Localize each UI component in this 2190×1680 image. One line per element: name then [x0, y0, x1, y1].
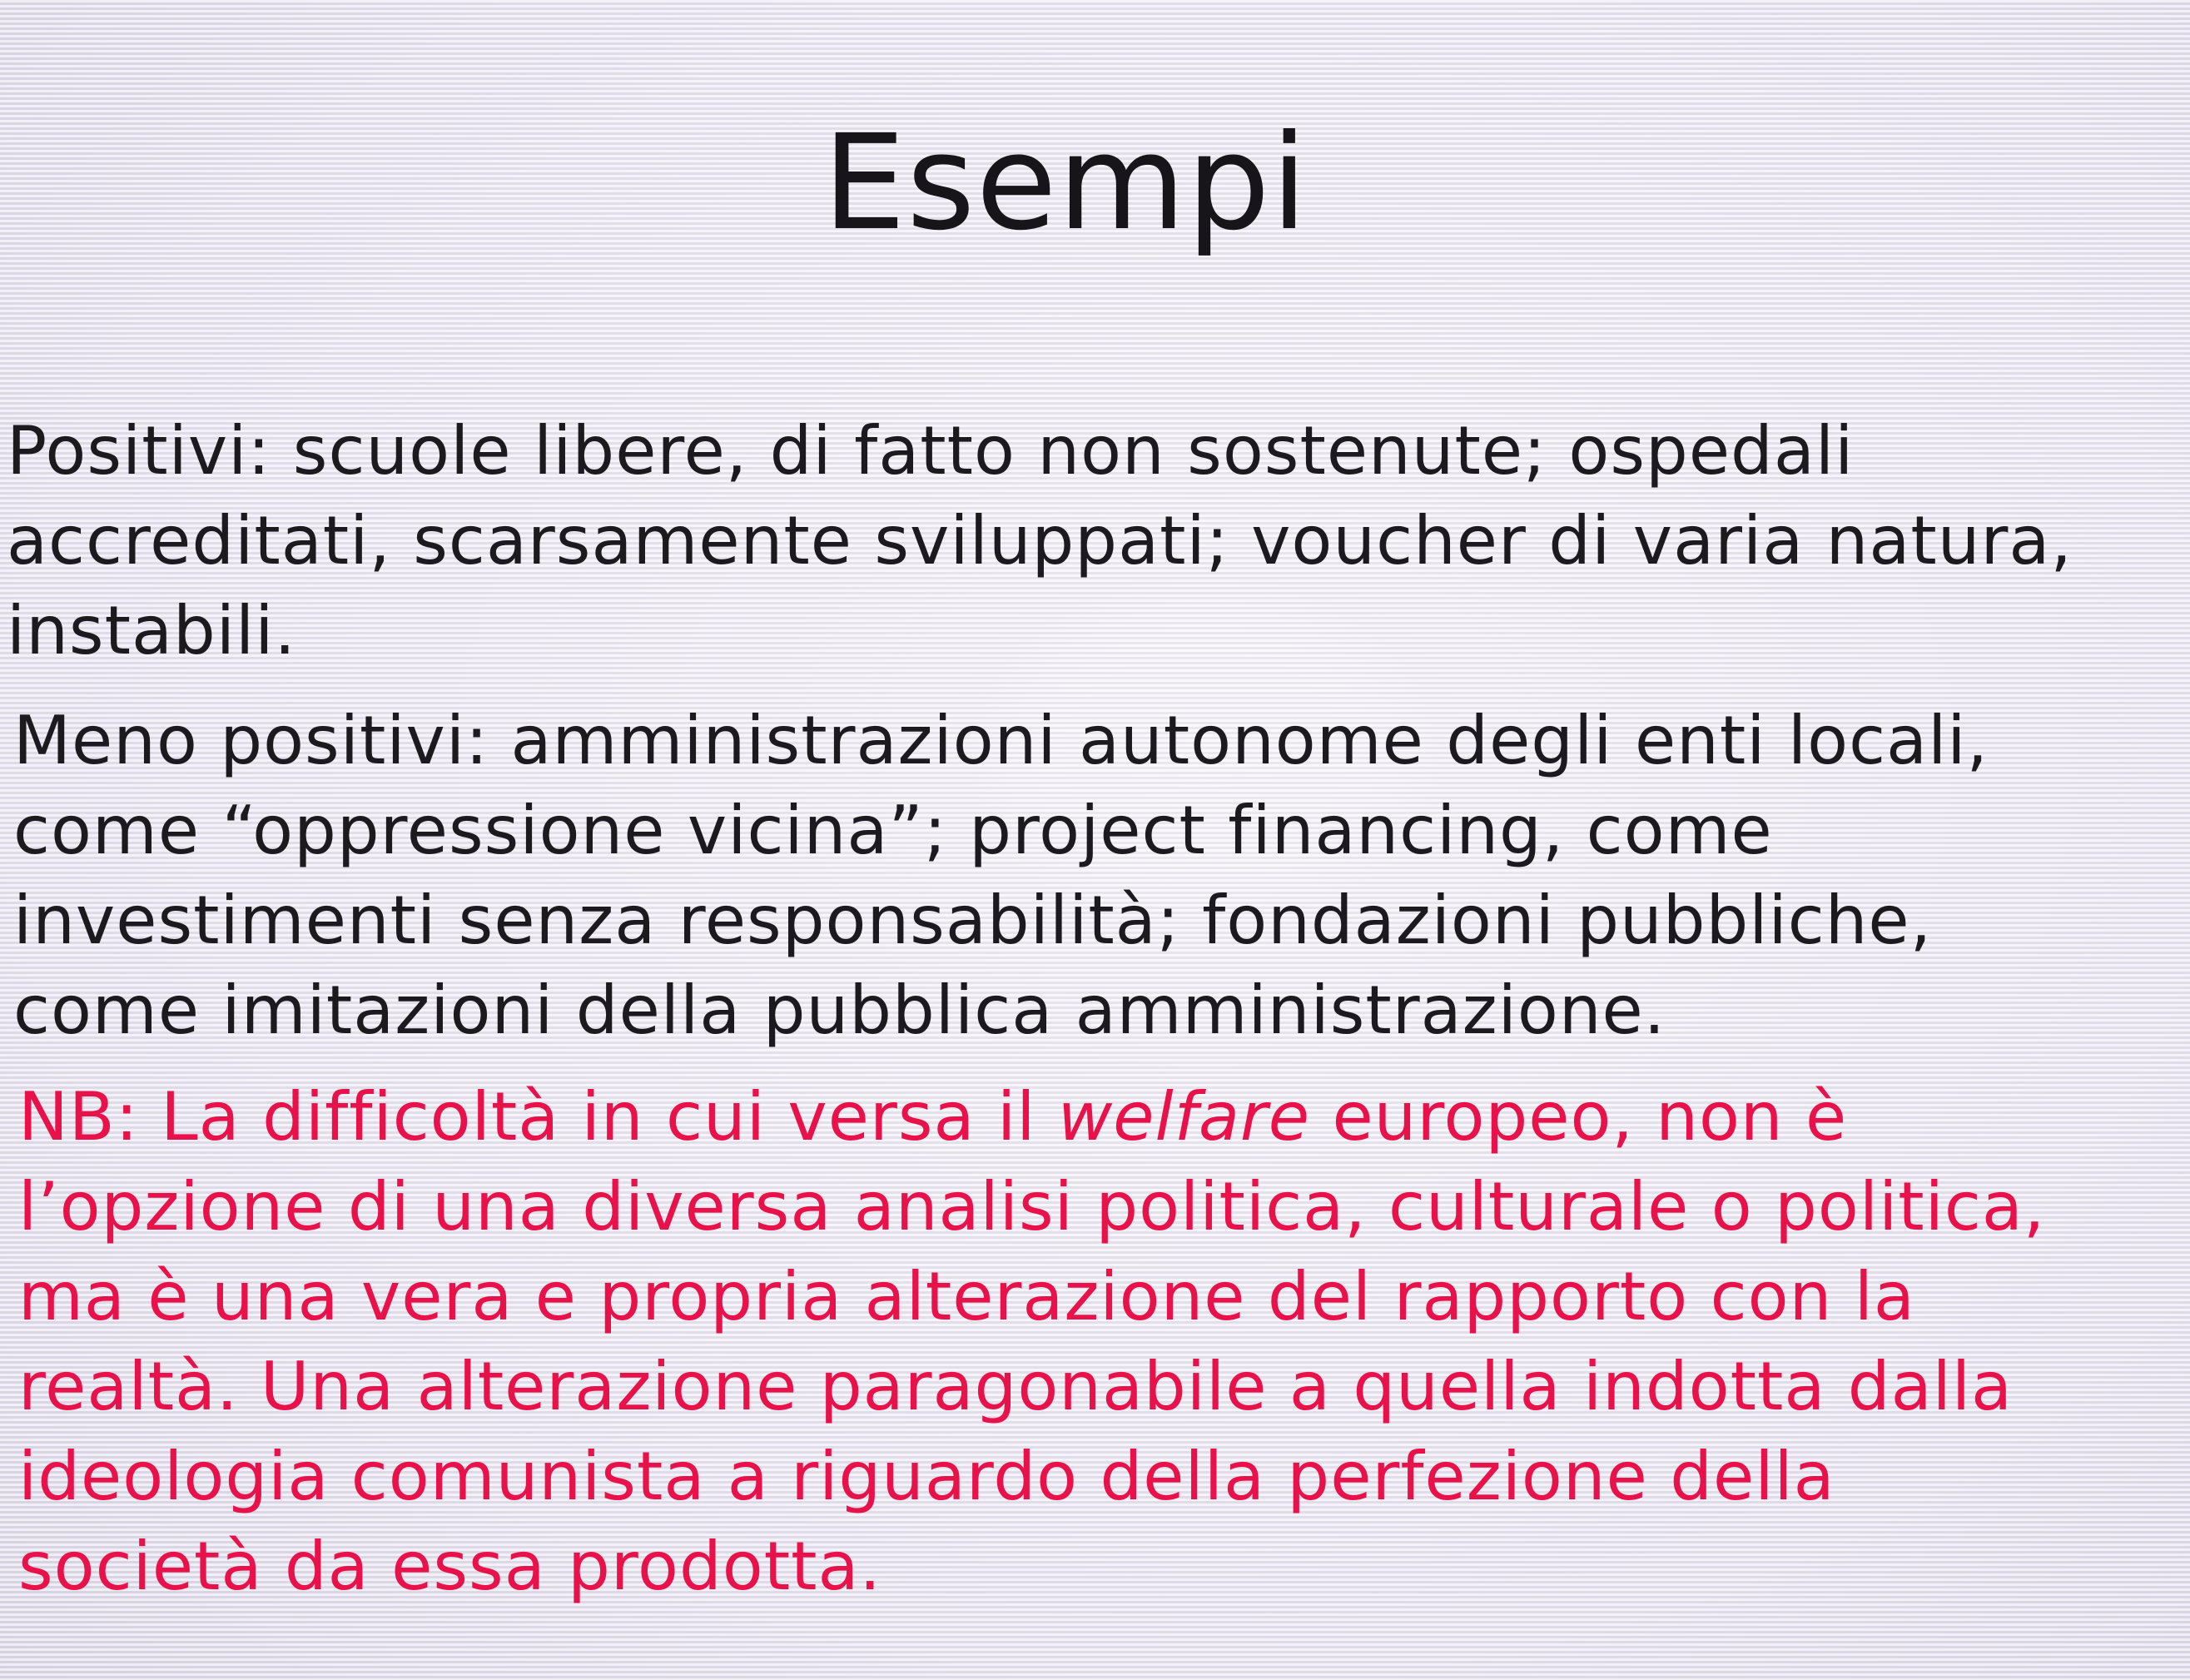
nota-text-before: NB: La difficoltà in cui versa il: [18, 1078, 1058, 1156]
nota-italic-welfare: welfare: [1057, 1078, 1311, 1156]
text-line: ma è una vera e propria alterazione del rapporto con la: [18, 1258, 1915, 1335]
text-line: società da essa prodotta.: [18, 1528, 881, 1605]
text-line: instabili.: [7, 592, 296, 669]
text-line: l’opzione di una diversa analisi politica, culturale o politica,: [18, 1168, 2046, 1245]
nota-text-after: europeo, non è: [1310, 1078, 1848, 1156]
text-line: Meno positivi: amministrazioni autonome degli enti locali,: [13, 702, 1989, 779]
text-line: come “oppressione vicina”; project financing, come: [13, 792, 1773, 869]
text-line: accreditati, scarsamente sviluppati; voucher di varia natura,: [7, 502, 2073, 579]
text-line: realtà. Una alterazione paragonabile a quella indotta dalla: [18, 1348, 2014, 1425]
text-line: ideologia comunista a riguardo della perfezione della: [18, 1438, 1835, 1515]
text-line: come imitazioni della pubblica amministrazione.: [13, 972, 1666, 1049]
paragraph-nota-bene: [18, 1072, 2045, 1612]
slide-title: Esempi: [822, 107, 1309, 260]
text-line: [18, 1072, 2045, 1162]
paragraph-positivi: [7, 406, 2073, 676]
text-line: investimenti senza responsabilità; fondazioni pubbliche,: [13, 882, 1933, 959]
text-line: Positivi: scuole libere, di fatto non sostenute; ospedali: [7, 412, 1855, 490]
paragraph-meno-positivi: [13, 696, 1989, 1056]
